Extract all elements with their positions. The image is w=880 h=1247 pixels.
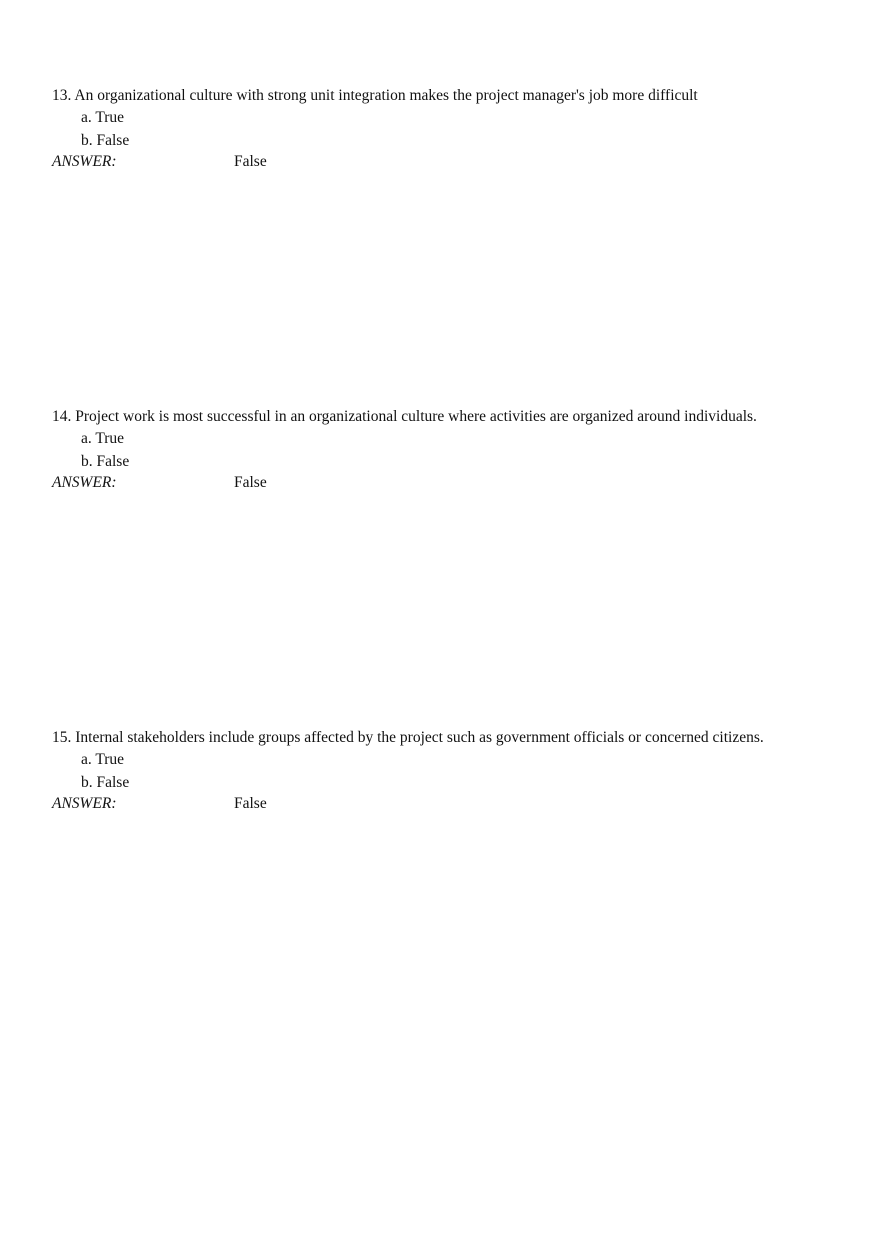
choice-false: b. False — [81, 132, 130, 149]
answer-row — [52, 473, 852, 493]
question-text: 14. Project work is most successful in an organizational culture where activities are organized around individuals. — [52, 408, 757, 425]
question-text: 13. An organizational culture with strong unit integration makes the project manager's job more difficult — [52, 87, 698, 104]
question-15 — [52, 728, 852, 814]
answer-value: False — [234, 795, 267, 812]
choice-false: b. False — [81, 774, 130, 791]
choice-true: a. True — [81, 430, 125, 447]
answer-label: ANSWER: — [52, 474, 117, 491]
answer-label: ANSWER: — [52, 795, 117, 812]
question-text: 15. Internal stakeholders include groups affected by the project such as government officials or concerned citizens. — [52, 729, 764, 746]
answer-value: False — [234, 153, 267, 170]
choice-true: a. True — [81, 751, 125, 768]
question-13 — [52, 86, 852, 172]
question-14 — [52, 407, 852, 493]
choice-false: b. False — [81, 453, 130, 470]
answer-value: False — [234, 474, 267, 491]
answer-label: ANSWER: — [52, 153, 117, 170]
choice-true: a. True — [81, 109, 125, 126]
answer-row — [52, 152, 852, 172]
answer-row — [52, 794, 852, 814]
